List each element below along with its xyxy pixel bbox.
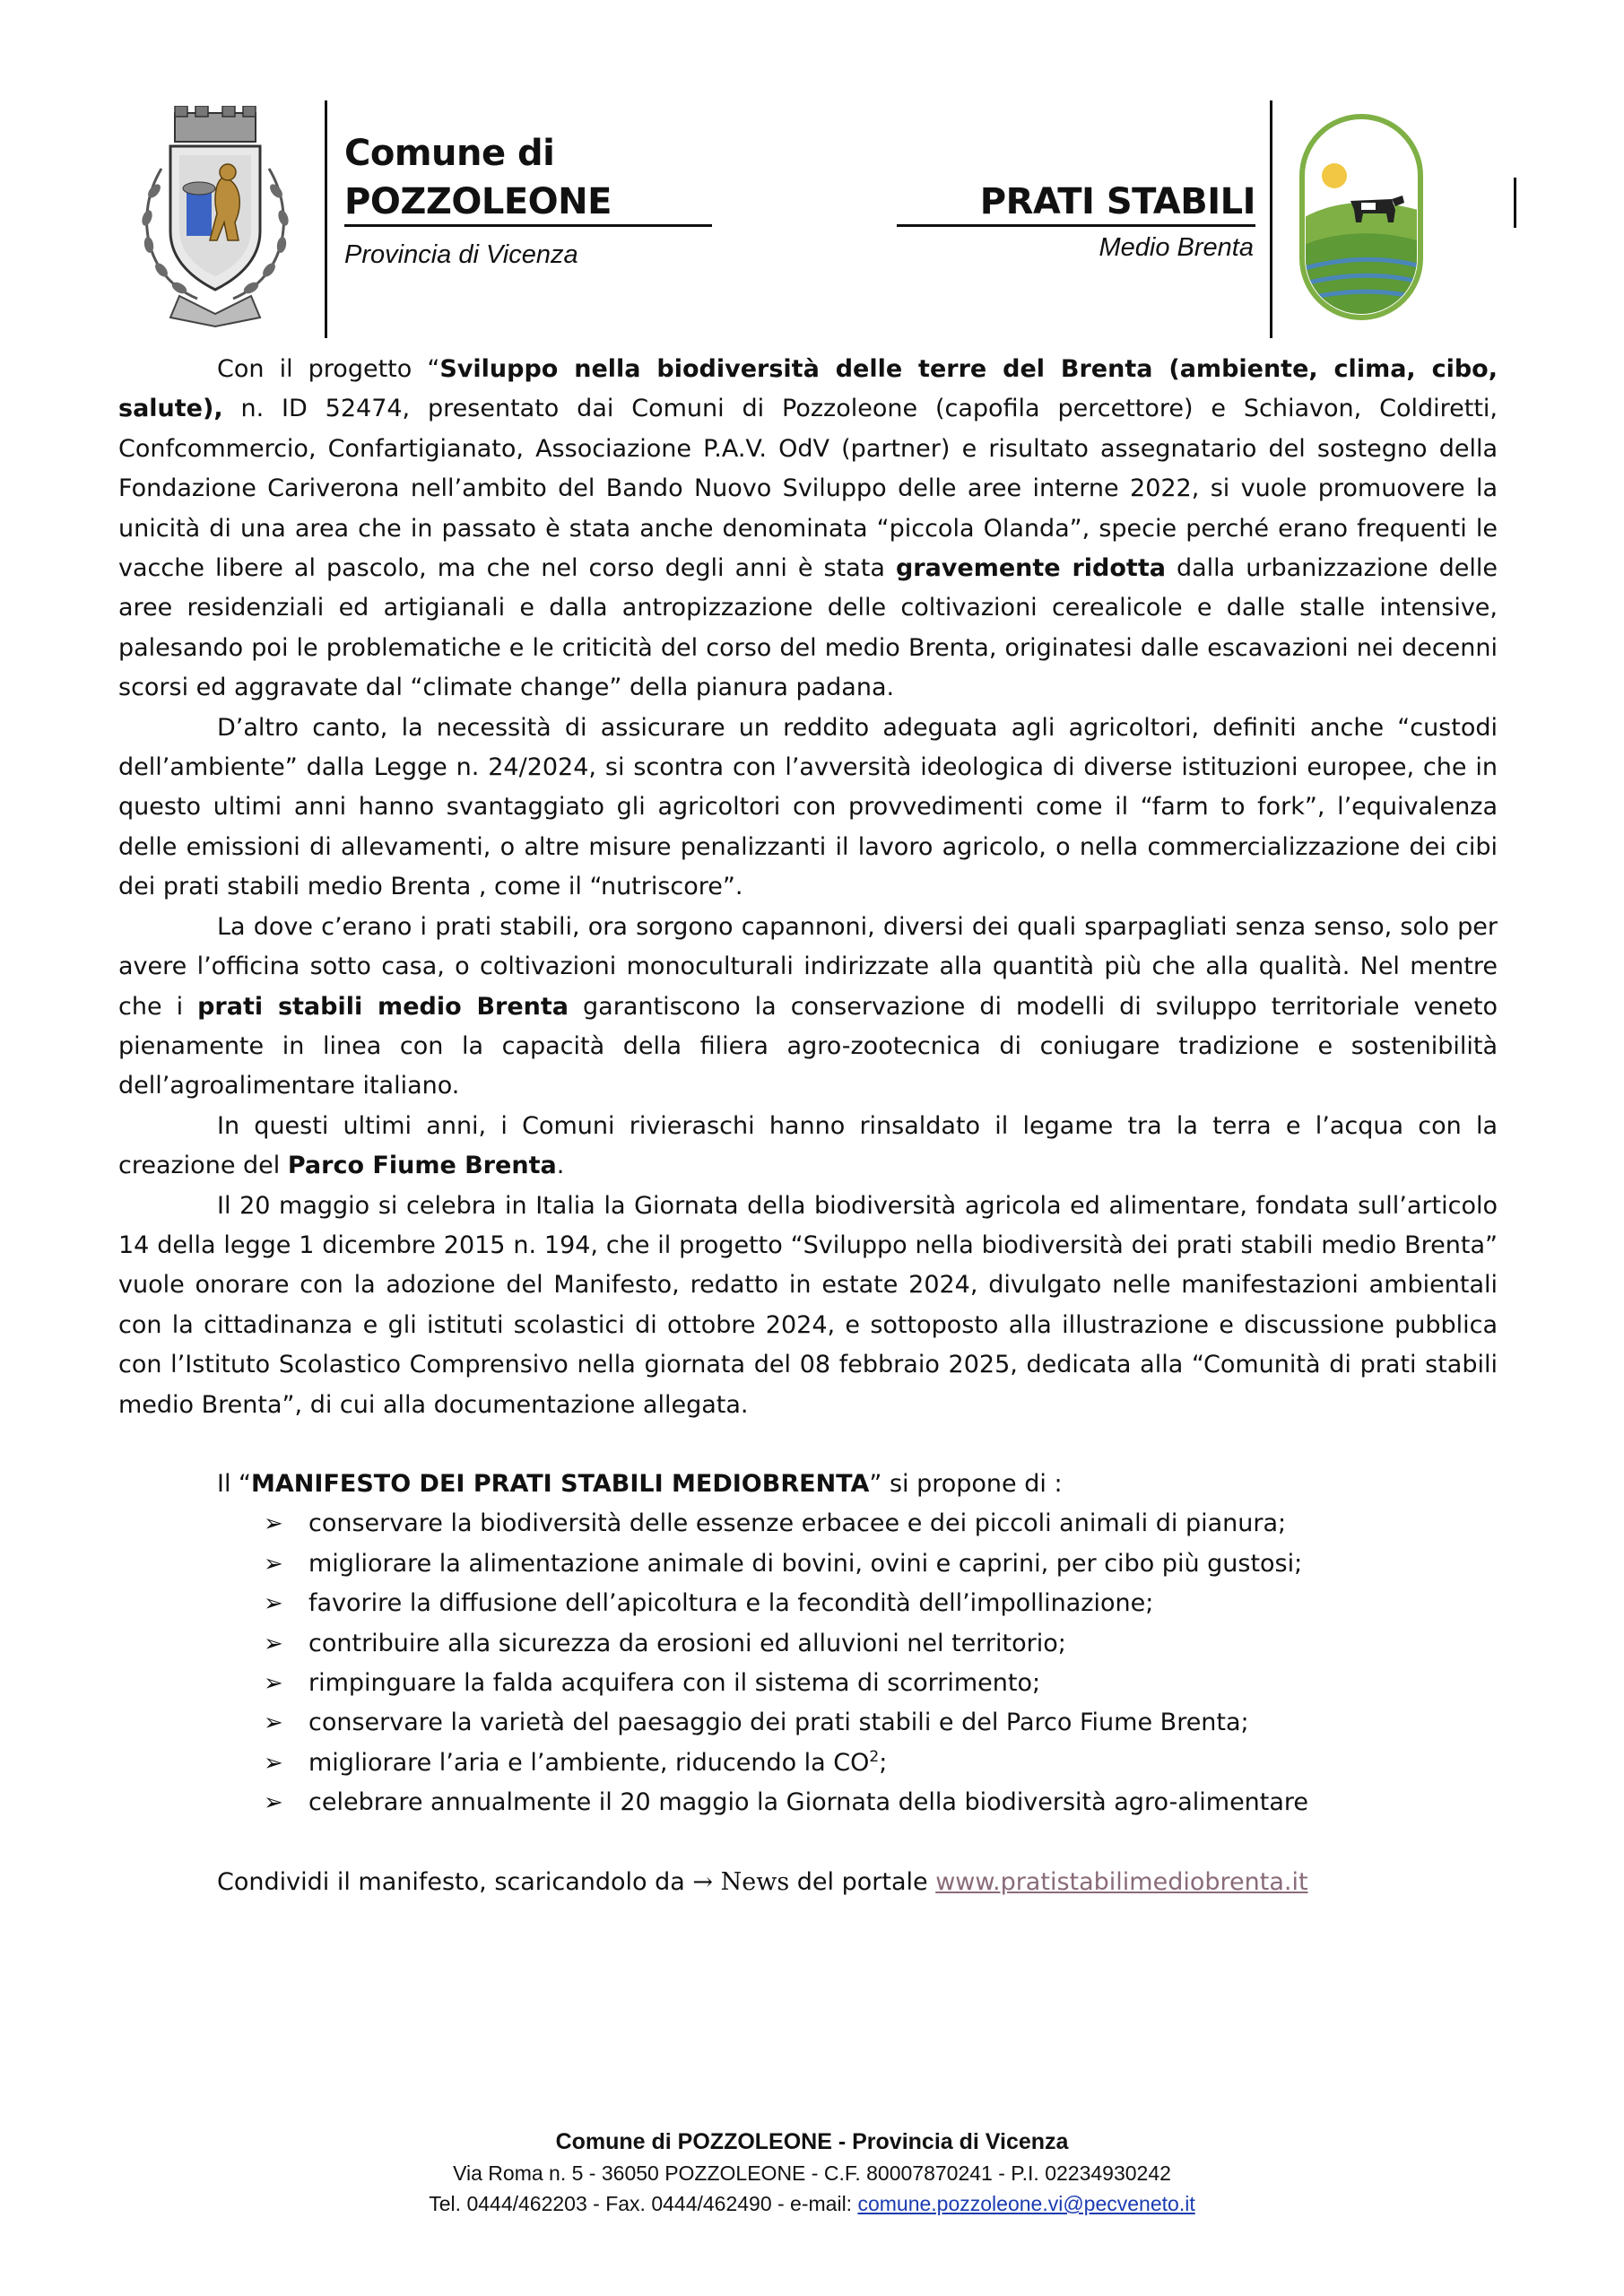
portal-link[interactable]: www.pratistabilimediobrenta.it — [935, 1867, 1308, 1896]
municipal-crest-icon — [135, 106, 296, 330]
prati-stabili-title: PRATI STABILI — [979, 181, 1255, 222]
footer-title: Comune di POZZOLEONE - Provincia di Vicenza — [555, 2129, 1069, 2154]
prati-stabili-logo-icon — [1298, 113, 1424, 321]
list-item: ➢ favorire la diffusione dell’apicoltura e la fecondità dell’impollinazione; — [264, 1584, 1498, 1623]
list-item: ➢ contribuire alla sicurezza da erosioni ed alluvioni nel territorio; — [264, 1624, 1498, 1664]
header-divider-left — [325, 100, 327, 338]
paragraph-project: Con il progetto “Sviluppo nella biodiversità delle terre del Brenta (ambiente, clima, cibo, salute), n. ID 52474, presentato dai Comuni di Pozzoleone (capofila percettore) e Schiavon, Coldiretti, Confcommercio, Confartigianato, Associazione P.A.V. OdV (partner) e risultato assegnatario del sostegno della Fondazione Cariverona nell’ambito del Bando Nuovo Sviluppo delle aree interne 2022, si vuole promuovere la unicità di una area che in passato è stata anche denominata “piccola Olanda”, specie perché erano frequenti le vacche libere al pascolo, ma che nel corso degli anni è stata gravemente ridotta dalla urbanizzazione delle aree residenziali ed artigianali e dalla antropizzazione delle coltivazioni cerealicole e dalle stalle intensive, palesando poi le problematiche e le criticità del corso del medio Brenta, originatesi dalle escavazioni nei decenni scorsi ed aggravate dal “climate change” della pianura padana. — [118, 355, 1498, 702]
bullet-arrow-icon: ➢ — [264, 1510, 283, 1538]
bullet-arrow-icon: ➢ — [264, 1550, 283, 1578]
bullet-arrow-icon: ➢ — [264, 1749, 283, 1777]
paragraph-park: In questi ultimi anni, i Comuni rivieraschi hanno rinsaldato il legame tra la terra e l’acqua con la creazione del Parco Fiume Brenta. — [118, 1111, 1498, 1180]
paragraph-meadows: La dove c’erano i prati stabili, ora sorgono capannoni, diversi dei quali sparpagliati senza senso, solo per avere l’officina sotto casa, o coltivazioni monoculturali indirizzate alla quantità più che alla qualità. Nel mentre che i prati stabili medio Brenta garantiscono la conservazione di modelli di sviluppo territoriale veneto pienamente in linea con la capacità della filiera agro-zootecnica di coniugare tradizione e sostenibilità dell’agroalimentare italiano. — [118, 912, 1498, 1100]
bullet-arrow-icon: ➢ — [264, 1789, 283, 1817]
share-manifesto: Condividi il manifesto, scaricandolo da → News del portale www.pratistabilimediobrenta.it — [217, 1867, 1308, 1896]
list-item: ➢ conservare la varietà del paesaggio dei prati stabili e del Parco Fiume Brenta; — [264, 1703, 1498, 1743]
manifesto-goals-list — [118, 1504, 1498, 1822]
footer-address: Via Roma n. 5 - 36050 POZZOLEONE - C.F. 80007870241 - P.I. 02234930242 — [453, 2161, 1171, 2185]
bullet-arrow-icon: ➢ — [264, 1709, 283, 1737]
list-item: ➢ migliorare la alimentazione animale di bovini, ovini e caprini, per cibo più gustosi; — [264, 1544, 1498, 1584]
comune-name-line1: Comune di — [344, 133, 555, 174]
list-item: ➢ celebrare annualmente il 20 maggio la Giornata della biodiversità agro-alimentare — [264, 1783, 1498, 1822]
project-title: Sviluppo nella biodiversità delle terre del Brenta (ambiente, clima, cibo, salute), — [118, 355, 1498, 423]
list-item: ➢ conservare la biodiversità delle essenze erbacee e dei piccoli animali di pianura; — [264, 1504, 1498, 1544]
header-right-tick — [1514, 178, 1516, 228]
footer — [0, 2126, 1624, 2219]
paragraph-farmers: D’altro canto, la necessità di assicurare un reddito adeguata agli agricoltori, definiti anche “custodi dell’ambiente” dalla Legge n. 24/2024, si scontra con l’avversità ideologica di diverse istituzioni europee, che in questo ultimi anni hanno svantaggiato gli agricoltori con provvedimenti come il “farm to fork”, l’equivalenza delle emissioni di allevamenti, o altre misure penalizzanti il lavoro agricolo, o nella commercializzazione dei cibi dei prati stabili medio Brenta , come il “nutriscore”. — [118, 713, 1498, 901]
comune-name-line2: POZZOLEONE — [344, 181, 612, 222]
list-item: ➢ migliorare l’aria e l’ambiente, riducendo la $CO^2$; — [264, 1744, 1498, 1783]
news-label: News — [713, 1867, 790, 1896]
manifesto-intro: Il “MANIFESTO DEI PRATI STABILI MEDIOBRENTA” si propone di : — [217, 1469, 1063, 1498]
list-item: ➢ rimpinguare la falda acquifera con il sistema di scorrimento; — [264, 1664, 1498, 1703]
emphasis-reduced: gravemente ridotta — [895, 554, 1166, 583]
email-link[interactable]: comune.pozzoleone.vi@pecveneto.it — [857, 2192, 1195, 2215]
comune-province: Provincia di Vicenza — [344, 240, 578, 269]
letter-body — [118, 350, 1498, 1902]
footer-contacts: Tel. 0444/462203 - Fax. 0444/462490 - e-mail: comune.pozzoleone.vi@pecveneto.it — [429, 2192, 1195, 2215]
prati-stabili-subtitle: Medio Brenta — [1099, 233, 1254, 262]
bullet-arrow-icon: ➢ — [264, 1670, 283, 1697]
prati-stabili-underline — [897, 224, 1255, 227]
header-divider-right — [1270, 100, 1272, 338]
bullet-arrow-icon: ➢ — [264, 1590, 283, 1618]
paragraph-biodiversity-day: Il 20 maggio si celebra in Italia la Giornata della biodiversità agricola ed alimentare, fondata sull’articolo 14 della legge 1 dicembre 2015 n. 194, che il progetto “Sviluppo nella biodiversità dei prati stabili medio Brenta” vuole onorare con la adozione del Manifesto, redatto in estate 2024, divulgato nelle manifestazioni ambientali con la cittadinanza e gli istituti scolastici di ottobre 2024, e sottoposto alla illustrazione e discussione pubblica con l’Istituto Scolastico Comprensivo nella giornata del 08 febbraio 2025, dedicata alla “Comunità di prati stabili medio Brenta”, di cui alla documentazione allegata. — [118, 1191, 1498, 1419]
arrow-right-icon: → — [692, 1867, 714, 1896]
comune-underline — [344, 224, 712, 227]
bullet-arrow-icon: ➢ — [264, 1630, 283, 1657]
